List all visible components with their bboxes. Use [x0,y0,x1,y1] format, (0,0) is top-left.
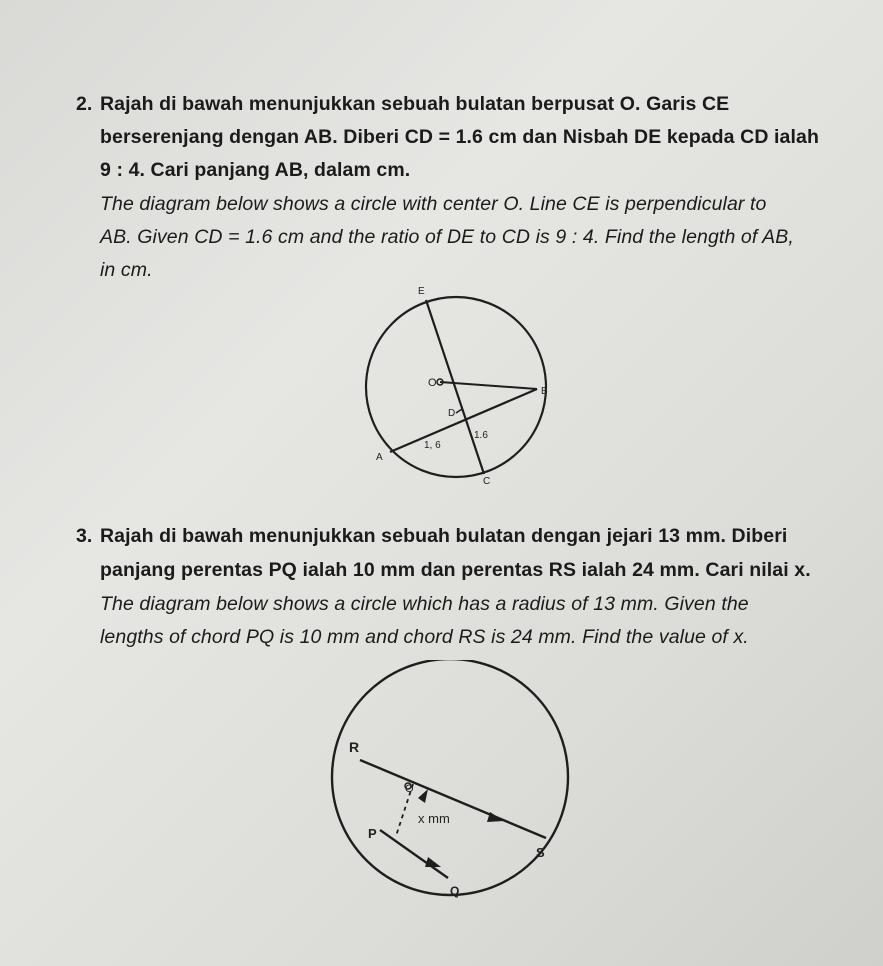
q3-english-line-2: lengths of chord PQ is 10 mm and chord RS is 24 mm. Find the value of x. [100,626,749,648]
label-o: O [428,377,437,389]
label-b: B [541,386,548,397]
label-q: Q [450,884,460,898]
label-segment-cd: 1.6 [474,430,488,441]
q2-malay-line-3: 9 : 4. Cari panjang AB, dalam cm. [100,159,411,181]
label-s: S [536,845,545,860]
chord-rs [360,760,546,838]
q3-malay-line-1: Rajah di bawah menunjukkan sebuah bulatan dengan jejari 13 mm. Diberi [100,525,788,547]
label-o: O [405,783,414,795]
chord-ab [390,389,537,452]
label-d: D [448,408,456,419]
question-number: 2. [76,93,93,115]
q3-circle-diagram [325,660,585,900]
question-number: 3. [76,525,93,547]
arrow-x [418,789,428,803]
chord-pq [380,830,448,878]
q2-english-line-1: The diagram below shows a circle with center O. Line CE is perpendicular to [100,193,767,215]
q2-malay-line-2: berserenjang dengan AB. Diberi CD = 1.6 cm dan Nisbah DE kepada CD ialah [100,126,819,148]
label-p: P [368,826,377,841]
arrow-pq [425,857,441,867]
q3-english-line-1: The diagram below shows a circle which has a radius of 13 mm. Given the [100,593,749,615]
q2-circle-diagram [340,280,560,490]
label-e: E [418,286,425,297]
label-r: R [349,739,360,755]
q3-circle [332,660,568,895]
label-x: x mm [418,811,450,826]
label-c: C [483,476,491,487]
q2-malay-line-1: Rajah di bawah menunjukkan sebuah bulatan berpusat O. Garis CE [100,93,730,115]
label-a: A [376,452,383,463]
q2-english-line-3: in cm. [100,259,153,281]
q2-english-line-2: AB. Given CD = 1.6 cm and the ratio of DE to CD is 9 : 4. Find the length of AB, [100,226,794,248]
label-segment-ad: 1, 6 [424,440,441,451]
q3-malay-line-2: panjang perentas PQ ialah 10 mm dan perentas RS ialah 24 mm. Cari nilai x. [100,559,811,581]
